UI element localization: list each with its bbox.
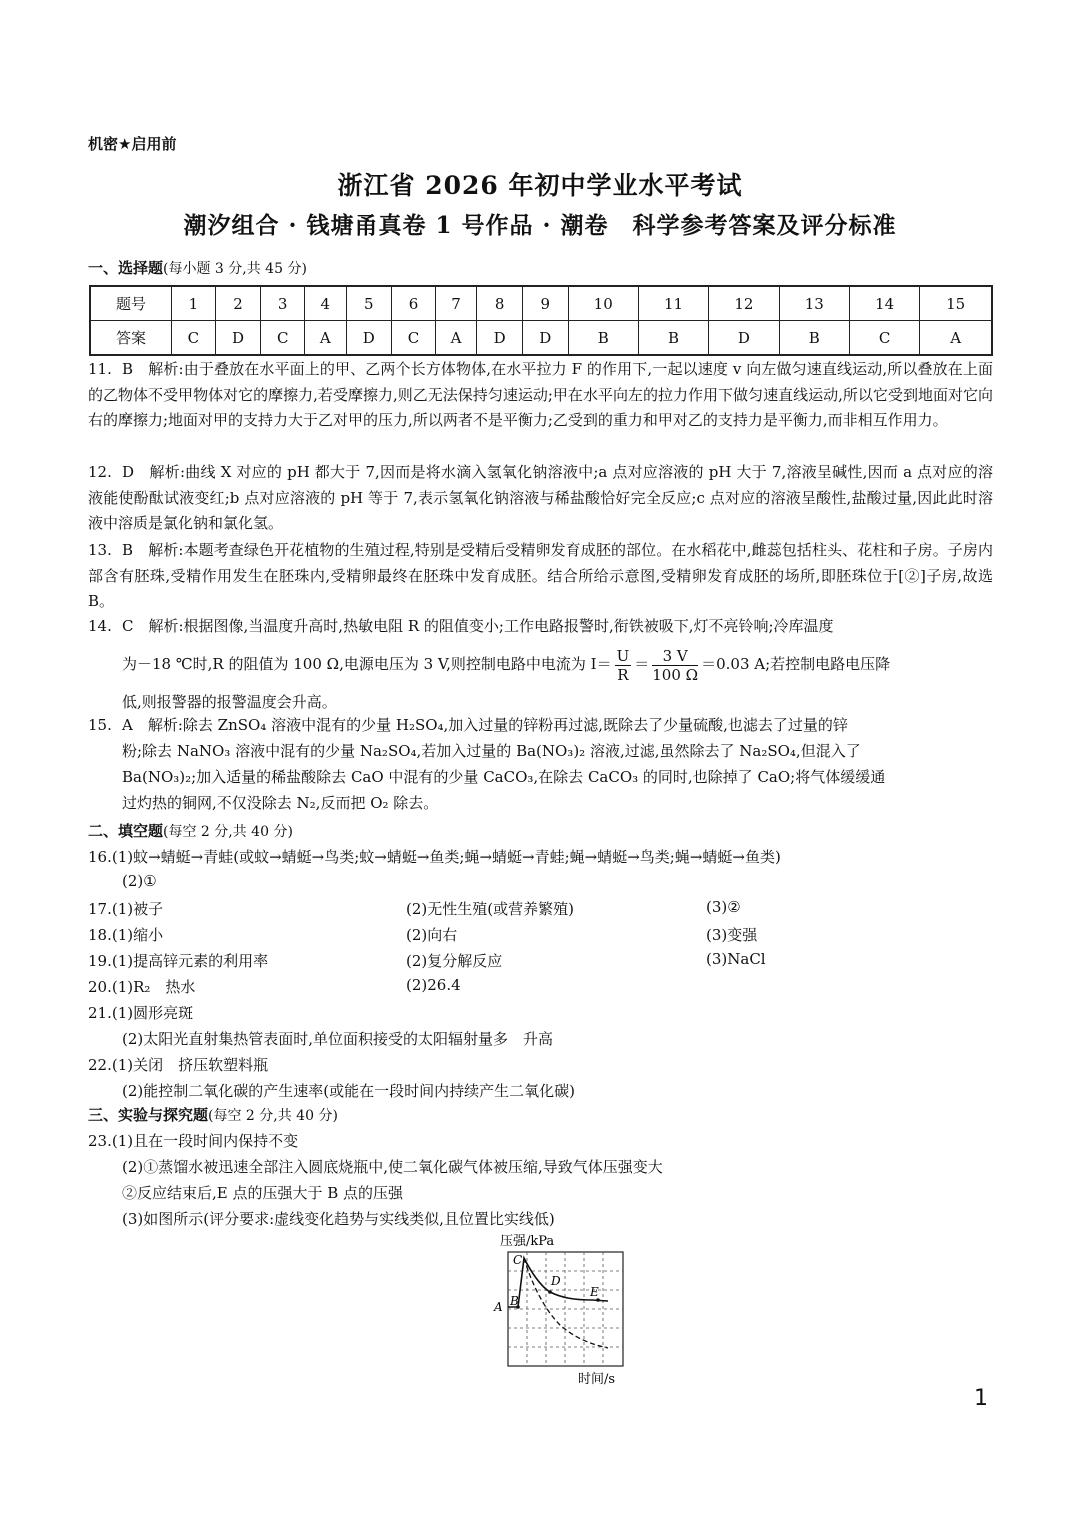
section-fill-heading: [88, 820, 293, 841]
table-cell: A: [920, 321, 992, 356]
table-cell: 5: [346, 286, 392, 321]
section-note: (每空 2 分,共 40 分): [208, 1108, 338, 1124]
answer-q19-2: (2)复分解反应: [406, 952, 503, 970]
grid-lines: [508, 1252, 623, 1366]
table-cell: 7: [435, 286, 476, 321]
table-cell: 10: [568, 286, 638, 321]
table-cell: C: [849, 321, 919, 356]
answer-q22-1: 22.(1)关闭 挤压软塑料瓶: [88, 1056, 269, 1074]
table-cell: 8: [477, 286, 523, 321]
answer-q23-1: 23.(1)且在一段时间内保持不变: [88, 1132, 299, 1150]
table-cell: 14: [849, 286, 919, 321]
explanation-q14-line2: [122, 644, 890, 684]
exam-title: 浙江省 2026 年初中学业水平考试: [337, 171, 743, 200]
question-number: 15.: [88, 716, 112, 734]
page-number: 1: [974, 1386, 988, 1411]
table-cell: D: [346, 321, 392, 356]
section-choice-heading: [88, 257, 307, 278]
explanation-q14-line1: [88, 614, 834, 640]
exam-subtitle: 潮汐组合 · 钱塘甬真卷 1 号作品 · 潮卷 科学参考答案及评分标准: [183, 212, 897, 239]
explanation-q11: [88, 357, 993, 434]
explanation-text: D 解析:曲线 X 对应的 pH 都大于 7,因而是将水滴入氢氧化钠溶液中;a 点对应溶液的 pH 大于 7,溶液呈碱性,因而 a 点对应的溶液能使酚酞试液变红;b 点对应溶液的 pH 等于 7,表示氢氧化钠溶液与稀盐酸恰好完全反应;c 点对应的溶液呈酸性,盐酸过量,因此此时溶液中溶质是氯化钠和氯化氢。: [88, 463, 993, 533]
table-cell: B: [779, 321, 849, 356]
table-cell: 12: [709, 286, 779, 321]
answer-q20-1: 20.(1)R₂ 热水: [88, 978, 196, 996]
explanation-text: A 解析:除去 ZnSO₄ 溶液中混有的少量 H₂SO₄,加入过量的锌粉再过滤,既除去了少量硫酸,也滤去了过量的锌: [122, 716, 848, 734]
fraction-3v-over-100ohm: [652, 647, 698, 684]
table-cell: B: [638, 321, 708, 356]
table-cell: D: [522, 321, 568, 356]
fraction-denominator: 100 Ω: [652, 665, 699, 684]
label-e: E: [590, 1285, 599, 1299]
table-header-cell: 答案: [90, 321, 172, 356]
answer-table: [89, 285, 993, 356]
explanation-text: 为－18 ℃时,R 的阻值为 100 Ω,电源电压为 3 V,则控制电路中电流为 I＝: [122, 655, 612, 673]
answer-q18-3: (3)变强: [706, 926, 758, 944]
question-number: 14.: [88, 617, 112, 635]
fraction-u-over-r: [615, 647, 632, 684]
explanation-q15-line3: Ba(NO₃)₂;加入适量的稀盐酸除去 CaO 中混有的少量 CaCO₃,在除去 CaCO₃ 的同时,也除掉了 CaO;将气体缓缓通: [122, 768, 886, 786]
table-cell: 15: [920, 286, 992, 321]
explanation-q13: [88, 538, 993, 615]
y-axis-label: 压强/kPa: [500, 1234, 555, 1249]
answer-q20-2: (2)26.4: [406, 976, 461, 994]
table-cell: D: [709, 321, 779, 356]
answer-q23-4: (3)如图所示(评分要求:虚线变化趋势与实线类似,且位置比实线低): [122, 1210, 555, 1228]
answer-q23-2: (2)①蒸馏水被迅速全部注入圆底烧瓶中,使二氧化碳气体被压缩,导致气体压强变大: [122, 1158, 663, 1176]
table-cell: B: [568, 321, 638, 356]
explanation-text: B 解析:由于叠放在水平面上的甲、乙两个长方体物体,在水平拉力 F 的作用下,一起以速度 v 向左做匀速直线运动,所以叠放在上面的乙物体不受甲物体对它的摩擦力,若受摩擦力,则乙无法保持匀速运动;甲在水平向左的拉力作用下做匀速直线运动,所以它受到地面对它向右的摩擦力;地面对甲的支持力大于乙对甲的压力,所以两者不是平衡力;乙受到的重力和甲对乙的支持力是平衡力,而非相互作用力。: [88, 360, 993, 430]
label-b: B: [510, 1294, 519, 1308]
answer-q18-1: 18.(1)缩小: [88, 926, 164, 944]
section-title: 二、填空题: [88, 822, 164, 840]
question-number: 13.: [88, 541, 112, 559]
explanation-text: ＝0.03 A;若控制电路电压降: [701, 655, 891, 673]
answer-q17-3: (3)②: [706, 898, 741, 916]
table-cell: 11: [638, 286, 708, 321]
question-number: 12.: [88, 463, 112, 481]
section-experiment-heading: [88, 1104, 338, 1125]
fraction-numerator: 3 V: [652, 647, 698, 666]
label-a: A: [494, 1300, 503, 1314]
table-cell: C: [172, 321, 216, 356]
table-cell: 4: [305, 286, 346, 321]
answer-q19-1: 19.(1)提高锌元素的利用率: [88, 952, 269, 970]
answer-q21-1: 21.(1)圆形亮斑: [88, 1004, 194, 1022]
question-number: 11.: [88, 360, 112, 378]
table-cell: 6: [392, 286, 436, 321]
pressure-time-graph: [480, 1230, 640, 1390]
label-c: C: [513, 1253, 523, 1267]
answer-q22-2: (2)能控制二氧化碳的产生速率(或能在一段时间内持续产生二氧化碳): [122, 1082, 575, 1100]
section-title: 一、选择题: [88, 259, 164, 277]
explanation-q14-line3: 低,则报警器的报警温度会升高。: [122, 693, 337, 711]
answer-q16-2: (2)①: [122, 872, 157, 890]
answer-q17-2: (2)无性生殖(或营养繁殖): [406, 900, 574, 918]
explanation-q15-line4: 过灼热的铜网,不仅没除去 N₂,反而把 O₂ 除去。: [122, 794, 439, 812]
answer-q23-3: ②反应结束后,E 点的压强大于 B 点的压强: [122, 1184, 404, 1202]
fraction-numerator: U: [616, 646, 630, 665]
explanation-text: C 解析:根据图像,当温度升高时,热敏电阻 R 的阻值变小;工作电路报警时,衔铁被吸下,灯不亮铃响;冷库温度: [122, 617, 834, 635]
answer-q18-2: (2)向右: [406, 926, 458, 944]
explanation-text: B 解析:本题考查绿色开花植物的生殖过程,特别是受精后受精卵发育成胚的部位。在水稻花中,雌蕊包括柱头、花柱和子房。子房内部含有胚珠,受精作用发生在胚珠内,受精卵最终在胚珠中发育成胚。结合所给示意图,受精卵发育成胚的场所,即胚珠位于[②]子房,故选 B。: [88, 541, 993, 611]
label-d: D: [551, 1274, 561, 1288]
explanation-q12: [88, 460, 993, 537]
table-cell: C: [261, 321, 305, 356]
section-note: (每空 2 分,共 40 分): [163, 824, 293, 840]
table-row-answers: [90, 321, 992, 356]
answer-q16-1: 16.(1)蚊→蜻蜓→青蛙(或蚊→蜻蜓→鸟类;蚊→蜻蜓→鱼类;蝇→蜻蜓→青蛙;蝇→蜻蜓→鸟类;蝇→蜻蜓→鱼类): [88, 848, 781, 866]
confidential-mark: 机密★启用前: [88, 135, 177, 153]
table-cell: 1: [172, 286, 216, 321]
point-d: [548, 1290, 552, 1294]
section-title: 三、实验与探究题: [88, 1106, 209, 1124]
explanation-q15-line2: 粉;除去 NaNO₃ 溶液中混有的少量 Na₂SO₄,若加入过量的 Ba(NO₃)₂ 溶液,过滤,虽然除去了 Na₂SO₄,但混入了: [122, 742, 861, 760]
answer-q19-3: (3)NaCl: [706, 950, 766, 968]
table-cell: A: [435, 321, 476, 356]
table-cell: D: [477, 321, 523, 356]
equals-sign: ＝: [634, 655, 650, 673]
explanation-q15-line1: [88, 713, 848, 739]
table-cell: 2: [215, 286, 261, 321]
section-note: (每小题 3 分,共 45 分): [163, 261, 307, 277]
x-axis-label: 时间/s: [578, 1372, 616, 1387]
fraction-denominator: R: [617, 665, 629, 684]
table-row-numbers: [90, 286, 992, 321]
answer-q17-1: 17.(1)被子: [88, 900, 164, 918]
table-cell: 13: [779, 286, 849, 321]
answer-q21-2: (2)太阳光直射集热管表面时,单位面积接受的太阳辐射量多 升高: [122, 1030, 554, 1048]
dashed-pressure-curve: [524, 1258, 608, 1348]
table-cell: 3: [261, 286, 305, 321]
table-header-cell: 题号: [90, 286, 172, 321]
table-cell: A: [305, 321, 346, 356]
table-cell: C: [392, 321, 436, 356]
table-cell: D: [215, 321, 261, 356]
table-cell: 9: [522, 286, 568, 321]
